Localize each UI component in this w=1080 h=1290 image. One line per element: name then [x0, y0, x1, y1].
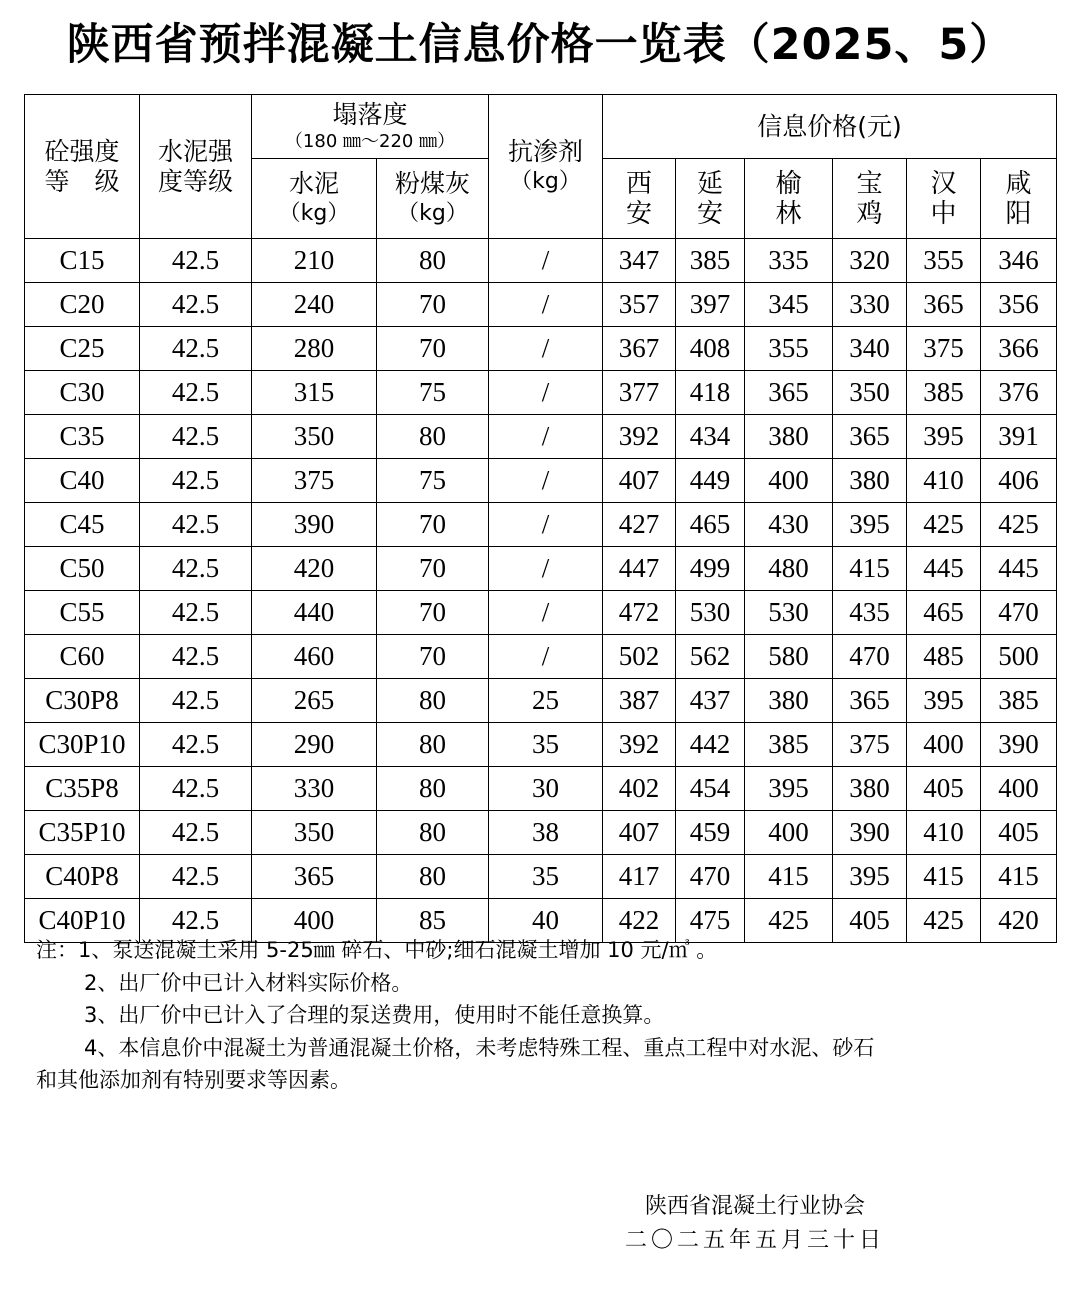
- cell-cement-grade: 42.5: [140, 635, 252, 679]
- cell-price-hanzhong: 385: [907, 371, 981, 415]
- cell-price-yanan: 465: [676, 503, 745, 547]
- table-row: [25, 767, 1057, 811]
- cell-grade: C35P10: [25, 811, 140, 855]
- cell-cement-grade: 42.5: [140, 679, 252, 723]
- header-city-xian: [603, 159, 676, 239]
- cell-price-xian: 472: [603, 591, 676, 635]
- signature-org: 陕西省混凝土行业协会: [644, 1194, 865, 1219]
- cell-admixture: /: [489, 415, 603, 459]
- cell-cement: 350: [252, 415, 377, 459]
- note-4-cont: 和其他添加剂有特别要求等因素。: [36, 1068, 351, 1092]
- cell-price-yulin: 395: [745, 767, 833, 811]
- table-row: [25, 811, 1057, 855]
- cell-price-hanzhong: 355: [907, 239, 981, 283]
- cell-flyash: 70: [377, 591, 489, 635]
- cell-price-xian: 387: [603, 679, 676, 723]
- cell-price-xian: 417: [603, 855, 676, 899]
- signature: [600, 1190, 910, 1258]
- table-row: [25, 415, 1057, 459]
- cell-admixture: /: [489, 635, 603, 679]
- cell-price-yanan: 434: [676, 415, 745, 459]
- cell-grade: C30: [25, 371, 140, 415]
- cell-price-yulin: 400: [745, 811, 833, 855]
- cell-price-hanzhong: 405: [907, 767, 981, 811]
- cell-price-xian: 377: [603, 371, 676, 415]
- cell-price-yanan: 530: [676, 591, 745, 635]
- price-table: [24, 94, 1057, 943]
- cell-price-xianyang: 420: [981, 899, 1057, 943]
- cell-price-hanzhong: 410: [907, 459, 981, 503]
- table-row: [25, 635, 1057, 679]
- cell-grade: C35: [25, 415, 140, 459]
- cell-price-yulin: 480: [745, 547, 833, 591]
- note-2: 2、出厂价中已计入材料实际价格。: [84, 970, 413, 995]
- cell-price-xian: 347: [603, 239, 676, 283]
- cell-cement: 420: [252, 547, 377, 591]
- table-row: [25, 459, 1057, 503]
- cell-flyash: 80: [377, 767, 489, 811]
- cell-cement: 375: [252, 459, 377, 503]
- cell-price-yanan: 459: [676, 811, 745, 855]
- cell-grade: C35P8: [25, 767, 140, 811]
- cell-price-baoji: 395: [833, 503, 907, 547]
- cell-price-xian: 427: [603, 503, 676, 547]
- cell-admixture: /: [489, 547, 603, 591]
- cell-price-yulin: 335: [745, 239, 833, 283]
- header-flyash-label: 粉煤灰: [394, 168, 470, 198]
- cell-price-yanan: 418: [676, 371, 745, 415]
- header-city-yulin: [745, 159, 833, 239]
- cell-cement: 240: [252, 283, 377, 327]
- header-grade: 砼强度等 级: [25, 95, 140, 239]
- cell-flyash: 85: [377, 899, 489, 943]
- cell-price-yanan: 397: [676, 283, 745, 327]
- cell-price-yanan: 449: [676, 459, 745, 503]
- cell-price-xian: 502: [603, 635, 676, 679]
- cell-flyash: 80: [377, 811, 489, 855]
- cell-grade: C50: [25, 547, 140, 591]
- cell-cement: 280: [252, 327, 377, 371]
- cell-cement: 265: [252, 679, 377, 723]
- cell-admixture: 30: [489, 767, 603, 811]
- cell-price-yanan: 562: [676, 635, 745, 679]
- cell-price-xian: 392: [603, 723, 676, 767]
- cell-price-yulin: 365: [745, 371, 833, 415]
- cell-flyash: 70: [377, 635, 489, 679]
- cell-flyash: 70: [377, 547, 489, 591]
- cell-price-xianyang: 406: [981, 459, 1057, 503]
- cell-flyash: 70: [377, 503, 489, 547]
- cell-price-yanan: 454: [676, 767, 745, 811]
- cell-price-xian: 357: [603, 283, 676, 327]
- cell-price-yanan: 470: [676, 855, 745, 899]
- cell-price-baoji: 380: [833, 459, 907, 503]
- table-row: [25, 283, 1057, 327]
- cell-cement: 350: [252, 811, 377, 855]
- cell-cement-grade: 42.5: [140, 811, 252, 855]
- cell-admixture: /: [489, 591, 603, 635]
- cell-price-xianyang: 391: [981, 415, 1057, 459]
- notes: [36, 934, 1046, 1097]
- cell-price-xianyang: 445: [981, 547, 1057, 591]
- cell-cement: 440: [252, 591, 377, 635]
- cell-admixture: /: [489, 283, 603, 327]
- cell-price-yanan: 408: [676, 327, 745, 371]
- cell-price-yulin: 385: [745, 723, 833, 767]
- cell-grade: C40P8: [25, 855, 140, 899]
- cell-price-hanzhong: 395: [907, 679, 981, 723]
- cell-price-yulin: 415: [745, 855, 833, 899]
- header-city-hanzhong: [907, 159, 981, 239]
- city-label: 咸阳: [1005, 168, 1032, 229]
- cell-flyash: 80: [377, 415, 489, 459]
- cell-cement: 460: [252, 635, 377, 679]
- cell-admixture: 25: [489, 679, 603, 723]
- cell-admixture: /: [489, 503, 603, 547]
- cell-price-xian: 422: [603, 899, 676, 943]
- cell-price-hanzhong: 375: [907, 327, 981, 371]
- signature-date: 二〇二五年五月三十日: [624, 1228, 885, 1253]
- cell-grade: C20: [25, 283, 140, 327]
- city-label: 西安: [626, 168, 653, 229]
- cell-price-yulin: 530: [745, 591, 833, 635]
- cell-price-baoji: 395: [833, 855, 907, 899]
- cell-grade: C30P8: [25, 679, 140, 723]
- cell-admixture: 40: [489, 899, 603, 943]
- cell-cement-grade: 42.5: [140, 899, 252, 943]
- cell-grade: C55: [25, 591, 140, 635]
- table-row: [25, 327, 1057, 371]
- cell-flyash: 80: [377, 679, 489, 723]
- cell-cement-grade: 42.5: [140, 371, 252, 415]
- cell-price-xianyang: 500: [981, 635, 1057, 679]
- cell-price-xian: 407: [603, 459, 676, 503]
- cell-cement-grade: 42.5: [140, 767, 252, 811]
- cell-price-yulin: 425: [745, 899, 833, 943]
- cell-price-yanan: 437: [676, 679, 745, 723]
- cell-cement-grade: 42.5: [140, 855, 252, 899]
- header-slump-label: 塌落度: [332, 99, 408, 129]
- city-label: 延安: [697, 168, 724, 229]
- cell-price-xianyang: 385: [981, 679, 1057, 723]
- cell-admixture: /: [489, 459, 603, 503]
- cell-grade: C15: [25, 239, 140, 283]
- cell-price-xianyang: 376: [981, 371, 1057, 415]
- city-label: 宝鸡: [856, 168, 883, 229]
- cell-price-baoji: 365: [833, 415, 907, 459]
- cell-cement: 290: [252, 723, 377, 767]
- cell-flyash: 70: [377, 283, 489, 327]
- cell-price-xian: 367: [603, 327, 676, 371]
- cell-price-hanzhong: 365: [907, 283, 981, 327]
- cell-cement: 365: [252, 855, 377, 899]
- cell-cement-grade: 42.5: [140, 327, 252, 371]
- header-flyash: [377, 159, 489, 239]
- cell-cement: 330: [252, 767, 377, 811]
- cell-price-hanzhong: 400: [907, 723, 981, 767]
- cell-cement: 390: [252, 503, 377, 547]
- cell-admixture: /: [489, 371, 603, 415]
- header-slump-range: （180 ㎜～220 ㎜）: [284, 130, 456, 152]
- cell-grade: C40P10: [25, 899, 140, 943]
- cell-price-yulin: 345: [745, 283, 833, 327]
- header-admixture-label: 抗渗剂: [507, 136, 583, 166]
- cell-price-yanan: 475: [676, 899, 745, 943]
- cell-price-yanan: 385: [676, 239, 745, 283]
- table-row: [25, 591, 1057, 635]
- cell-price-xianyang: 415: [981, 855, 1057, 899]
- table-row: [25, 855, 1057, 899]
- header-city-yanan: [676, 159, 745, 239]
- header-flyash-unit: （kg）: [397, 200, 468, 226]
- cell-price-baoji: 435: [833, 591, 907, 635]
- cell-price-baoji: 470: [833, 635, 907, 679]
- cell-cement-grade: 42.5: [140, 415, 252, 459]
- cell-admixture: /: [489, 239, 603, 283]
- header-city-baoji: [833, 159, 907, 239]
- cell-price-baoji: 390: [833, 811, 907, 855]
- table-row: [25, 503, 1057, 547]
- cell-cement-grade: 42.5: [140, 239, 252, 283]
- note-1: 注：1、泵送混凝土采用 5-25㎜ 碎石、中砂;细石混凝土增加 10 元/㎥ 。: [36, 938, 718, 962]
- cell-flyash: 80: [377, 723, 489, 767]
- header-price: 信息价格(元): [603, 95, 1057, 159]
- cell-price-hanzhong: 465: [907, 591, 981, 635]
- cell-price-xianyang: 425: [981, 503, 1057, 547]
- cell-price-hanzhong: 425: [907, 899, 981, 943]
- city-label: 榆林: [775, 168, 802, 229]
- header-admixture: [489, 95, 603, 239]
- cell-grade: C25: [25, 327, 140, 371]
- cell-price-yulin: 430: [745, 503, 833, 547]
- cell-flyash: 75: [377, 459, 489, 503]
- table-row: [25, 679, 1057, 723]
- cell-price-hanzhong: 410: [907, 811, 981, 855]
- cell-price-baoji: 380: [833, 767, 907, 811]
- cell-price-xianyang: 356: [981, 283, 1057, 327]
- note-4: 4、本信息价中混凝土为普通混凝土价格，未考虑特殊工程、重点工程中对水泥、砂石: [84, 1035, 875, 1060]
- cell-cement-grade: 42.5: [140, 547, 252, 591]
- note-3: 3、出厂价中已计入了合理的泵送费用，使用时不能任意换算。: [84, 1003, 665, 1027]
- city-label: 汉中: [930, 168, 957, 229]
- cell-price-baoji: 350: [833, 371, 907, 415]
- cell-price-xian: 447: [603, 547, 676, 591]
- header-cement-label: 水泥: [288, 168, 339, 198]
- table-row: [25, 239, 1057, 283]
- cell-cement-grade: 42.5: [140, 503, 252, 547]
- cell-price-yanan: 499: [676, 547, 745, 591]
- cell-cement-grade: 42.5: [140, 459, 252, 503]
- cell-grade: C60: [25, 635, 140, 679]
- cell-price-xianyang: 400: [981, 767, 1057, 811]
- cell-price-xianyang: 390: [981, 723, 1057, 767]
- table-row: [25, 547, 1057, 591]
- cell-cement: 400: [252, 899, 377, 943]
- cell-price-hanzhong: 415: [907, 855, 981, 899]
- cell-price-yulin: 400: [745, 459, 833, 503]
- cell-price-baoji: 330: [833, 283, 907, 327]
- cell-cement-grade: 42.5: [140, 591, 252, 635]
- cell-price-xianyang: 346: [981, 239, 1057, 283]
- cell-price-hanzhong: 425: [907, 503, 981, 547]
- cell-price-yulin: 380: [745, 679, 833, 723]
- cell-price-baoji: 415: [833, 547, 907, 591]
- cell-cement-grade: 42.5: [140, 723, 252, 767]
- cell-flyash: 70: [377, 327, 489, 371]
- cell-price-yulin: 380: [745, 415, 833, 459]
- cell-price-baoji: 365: [833, 679, 907, 723]
- cell-price-xianyang: 470: [981, 591, 1057, 635]
- cell-flyash: 75: [377, 371, 489, 415]
- cell-price-hanzhong: 445: [907, 547, 981, 591]
- header-slump: [252, 95, 489, 159]
- cell-cement-grade: 42.5: [140, 283, 252, 327]
- cell-price-xianyang: 405: [981, 811, 1057, 855]
- cell-price-xianyang: 366: [981, 327, 1057, 371]
- table-row: [25, 723, 1057, 767]
- header-cement: [252, 159, 377, 239]
- cell-admixture: 35: [489, 855, 603, 899]
- cell-price-xian: 407: [603, 811, 676, 855]
- cell-price-xian: 402: [603, 767, 676, 811]
- cell-grade: C45: [25, 503, 140, 547]
- cell-price-yulin: 580: [745, 635, 833, 679]
- cell-price-baoji: 320: [833, 239, 907, 283]
- cell-price-yanan: 442: [676, 723, 745, 767]
- cell-price-baoji: 375: [833, 723, 907, 767]
- cell-price-yulin: 355: [745, 327, 833, 371]
- cell-cement: 315: [252, 371, 377, 415]
- cell-flyash: 80: [377, 855, 489, 899]
- cell-cement: 210: [252, 239, 377, 283]
- cell-admixture: /: [489, 327, 603, 371]
- page-title: 陕西省预拌混凝土信息价格一览表（2025、5）: [66, 20, 1014, 70]
- cell-admixture: 35: [489, 723, 603, 767]
- cell-price-hanzhong: 395: [907, 415, 981, 459]
- header-cement-grade: 水泥强度等级: [140, 95, 252, 239]
- header-city-xianyang: [981, 159, 1057, 239]
- cell-price-xian: 392: [603, 415, 676, 459]
- cell-admixture: 38: [489, 811, 603, 855]
- header-admixture-unit: （kg）: [510, 168, 581, 194]
- table-row: [25, 371, 1057, 415]
- cell-price-hanzhong: 485: [907, 635, 981, 679]
- table-body: [25, 239, 1057, 943]
- cell-grade: C40: [25, 459, 140, 503]
- cell-price-baoji: 405: [833, 899, 907, 943]
- cell-grade: C30P10: [25, 723, 140, 767]
- header-cement-unit: （kg）: [278, 200, 350, 226]
- cell-price-baoji: 340: [833, 327, 907, 371]
- cell-flyash: 80: [377, 239, 489, 283]
